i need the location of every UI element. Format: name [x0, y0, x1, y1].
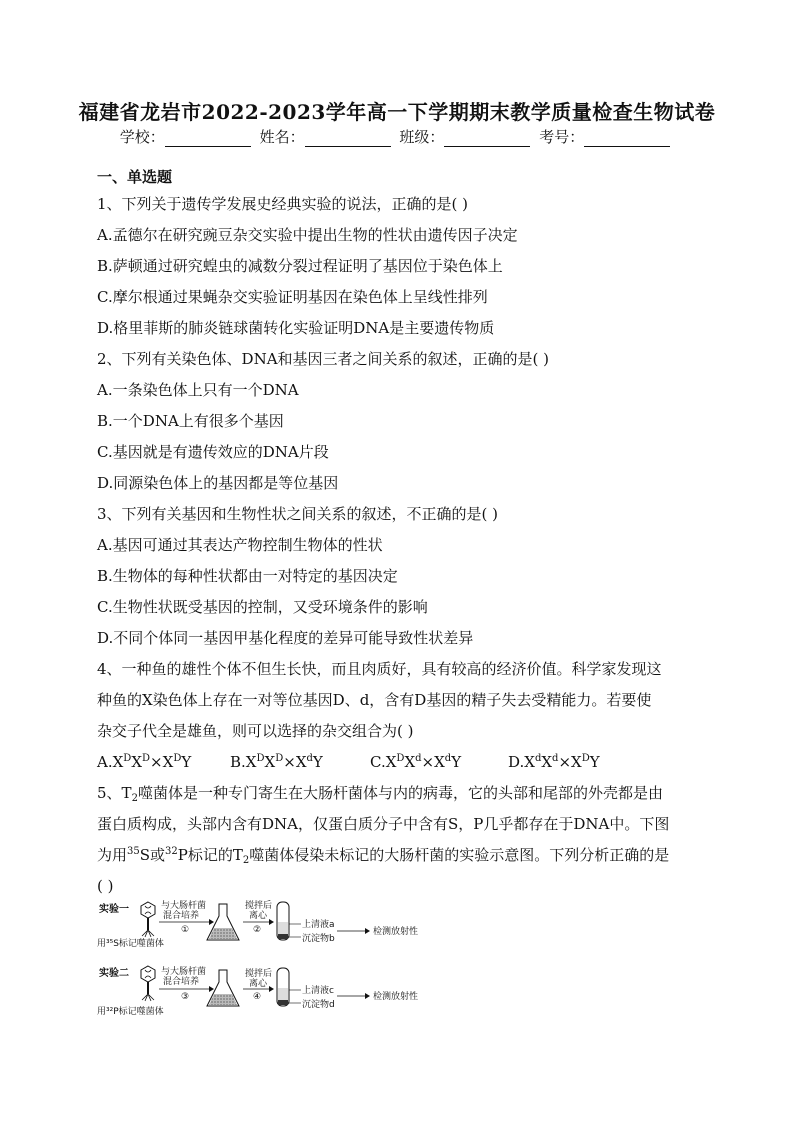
question-1-option-b: B.萨顿通过研究蝗虫的减数分裂过程证明了基因位于染色体上 — [97, 257, 503, 275]
stir-label-2: 离心 — [249, 911, 268, 921]
question-2-option-a: A.一条染色体上只有一个DNA — [97, 381, 299, 399]
question-4-stem-line-2: 种鱼的X染色体上存在一对等位基因D、d，含有D基因的精子失去受精能力。若要使 — [97, 691, 652, 709]
question-4-stem-line-1: 4、一种鱼的雄性个体不但生长快，而且肉质好，具有较高的经济价值。科学家发现这 — [97, 660, 662, 678]
phage-icon — [141, 966, 155, 1001]
stir-label-2: 离心 — [249, 979, 268, 989]
step-1-label: ① — [181, 925, 190, 935]
question-5-stem-line-4: ( ) — [97, 877, 114, 895]
question-3-option-d: D.不同个体同一基因甲基化程度的差异可能导致性状差异 — [97, 629, 474, 647]
question-2-option-b: B.一个DNA上有很多个基因 — [97, 412, 284, 430]
question-2-option-c: C.基因就是有遗传效应的DNA片段 — [97, 443, 329, 461]
question-1-option-a: A.孟德尔在研究豌豆杂交实验中提出生物的性状由遗传因子决定 — [97, 226, 518, 244]
supernatant-c-label: 上清液c — [302, 986, 334, 996]
question-3-option-b: B.生物体的每种性状都由一对特定的基因决定 — [97, 567, 398, 585]
experiment-2-label: 实验二 — [99, 968, 129, 979]
precipitate-d-label: 沉淀物d — [302, 1000, 335, 1010]
supernatant-a-label: 上清液a — [302, 920, 335, 930]
question-list — [97, 165, 697, 902]
centrifuge-tube-icon — [277, 902, 289, 940]
question-1-stem: 1、下列关于遗传学发展史经典实验的说法，正确的是( ) — [97, 195, 469, 213]
labeling-note-1: 用³⁵S标记噬菌体 — [97, 939, 164, 949]
question-3-option-c: C.生物性状既受基因的控制，又受环境条件的影响 — [97, 598, 428, 616]
student-info-line — [0, 126, 794, 147]
question-4-option-c: $C.X^DX^d\times X^dY$ — [370, 753, 462, 771]
question-5-stem-line-3: 为用$^{35}$S或$^{32}$P标记的$T_2$噬菌体侵染未标记的大肠杆菌的实验示意图。下列分析正确的是 — [97, 846, 670, 866]
question-5-stem-line-2: 蛋白质构成，头部内含有DNA，仅蛋白质分子中含有S，P几乎都存在于DNA中。下图 — [97, 815, 670, 833]
exam-number-field-label: 考号： — [539, 128, 585, 146]
experiment-1-label: 实验一 — [99, 904, 129, 915]
mix-label-2: 混合培养 — [163, 911, 200, 921]
question-3-option-a: A.基因可通过其表达产物控制生物体的性状 — [97, 536, 383, 554]
question-2-stem: 2、下列有关染色体、DNA和基因三者之间关系的叙述，正确的是( ) — [97, 350, 550, 368]
phage-icon — [141, 902, 155, 937]
section-heading: 一、单选题 — [97, 168, 173, 186]
question-3-stem: 3、下列有关基因和生物性状之间关系的叙述，不正确的是( ) — [97, 505, 499, 523]
step-4-label: ④ — [253, 992, 262, 1002]
step-3-label: ③ — [181, 992, 190, 1002]
mix-label-2: 混合培养 — [163, 977, 200, 987]
question-4-option-b: $B.X^DX^D\times X^dY$ — [230, 753, 323, 771]
labeling-note-2: 用³²P标记噬菌体 — [97, 1007, 164, 1017]
class-blank[interactable] — [444, 132, 530, 147]
question-4-option-a: $A.X^DX^D\times X^DY$ — [97, 753, 192, 771]
question-1-option-c: C.摩尔根通过果蝇杂交实验证明基因在染色体上呈线性排列 — [97, 288, 488, 306]
centrifuge-tube-icon — [277, 968, 289, 1006]
question-5-stem-line-1: 5、$T_2$噬菌体是一种专门寄生在大肠杆菌体与内的病毒，它的头部和尾部的外壳都是由 — [97, 784, 663, 804]
name-field-label: 姓名： — [259, 128, 305, 146]
exam-number-blank[interactable] — [584, 132, 670, 147]
step-2-label: ② — [253, 925, 262, 935]
school-blank[interactable] — [165, 132, 251, 147]
page-title: 福建省龙岩市2022-2023学年高一下学期期末教学质量检查生物试卷 — [78, 100, 716, 124]
question-4-stem-line-3: 杂交子代全是雄鱼，则可以选择的杂交组合为( ) — [97, 722, 414, 740]
question-2-option-d: D.同源染色体上的基因都是等位基因 — [97, 474, 339, 492]
question-4-option-d: $D.X^dX^d\times X^DY$ — [508, 753, 600, 771]
question-4-options — [97, 747, 697, 778]
question-1-option-d: D.格里菲斯的肺炎链球菌转化实验证明DNA是主要遗传物质 — [97, 319, 495, 337]
detect-label-2: 检测放射性 — [373, 992, 419, 1002]
mix-label-1: 与大肠杆菌 — [161, 901, 207, 911]
stir-label-1: 搅拌后 — [245, 969, 273, 979]
school-field-label: 学校： — [119, 128, 165, 146]
name-blank[interactable] — [305, 132, 391, 147]
phage-experiment-figure — [97, 896, 427, 1021]
precipitate-b-label: 沉淀物b — [302, 934, 335, 944]
stir-label-1: 搅拌后 — [245, 901, 273, 911]
mix-label-1: 与大肠杆菌 — [161, 967, 207, 977]
detect-label-1: 检测放射性 — [373, 927, 419, 937]
class-field-label: 班级： — [399, 128, 445, 146]
